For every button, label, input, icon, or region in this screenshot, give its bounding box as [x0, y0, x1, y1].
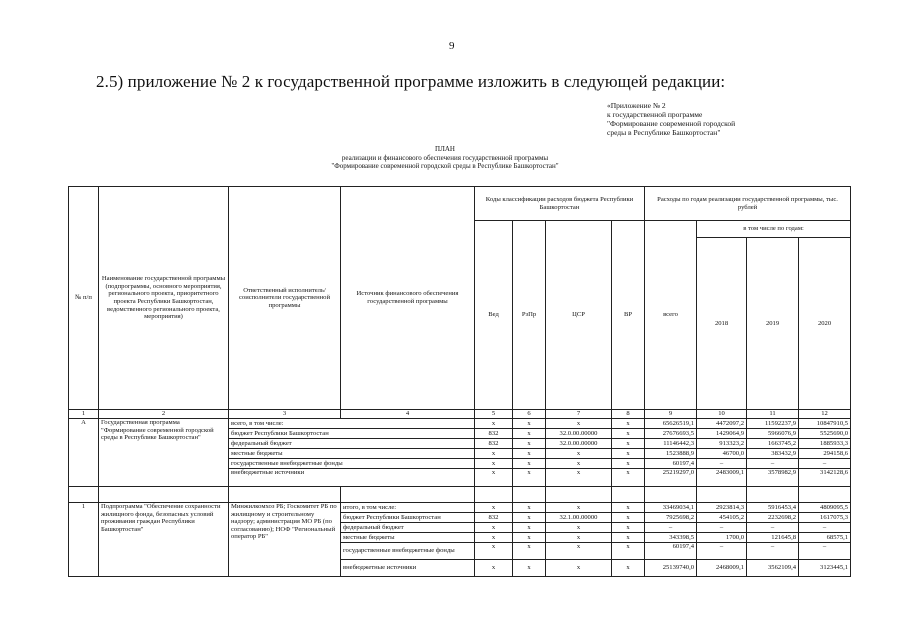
cell-ved: х [475, 560, 513, 577]
appendix-line: "Формирование современной городской [607, 119, 736, 128]
cell-2018: 454105,2 [697, 513, 747, 523]
header-year-2018: 2018 [697, 238, 747, 410]
appendix-line: среды в Республике Башкортостан" [607, 128, 721, 137]
column-number: 5 [475, 410, 513, 419]
cell-total: 65626519,1 [645, 419, 697, 429]
row-num: 1 [69, 503, 99, 577]
cell-csr: х [546, 419, 612, 429]
cell-2018: 2468009,1 [697, 560, 747, 577]
cell-2020: 68575,1 [799, 533, 851, 543]
cell-total: 60197,4 [645, 543, 697, 560]
cell-ved: х [475, 419, 513, 429]
cell-total: 60197,4 [645, 459, 697, 469]
cell-2018: 4472097,2 [697, 419, 747, 429]
plan-subtitle: "Формирование современной городской среды в Республике Башкортостан" [331, 162, 559, 170]
cell-2019: 3578982,9 [747, 469, 799, 487]
cell-csr: х [546, 533, 612, 543]
cell-2018: – [697, 459, 747, 469]
funding-source: местные бюджеты [341, 533, 475, 543]
cell-vr: х [612, 419, 645, 429]
cell-2019: 5966076,9 [747, 429, 799, 439]
cell-ved: х [475, 523, 513, 533]
funding-source: федеральный бюджет [341, 523, 475, 533]
column-number: 11 [747, 410, 799, 419]
cell-csr: х [546, 560, 612, 577]
cell-2020: – [799, 543, 851, 560]
cell-total: 27676693,5 [645, 429, 697, 439]
plan-title: ПЛАН [435, 145, 455, 153]
cell-total: – [645, 523, 697, 533]
cell-ved: 832 [475, 513, 513, 523]
cell-ved: х [475, 503, 513, 513]
table-header-row [69, 187, 851, 221]
header-year-2020: 2020 [799, 238, 851, 410]
funding-source: государственные внебюджетные фонды [341, 543, 475, 560]
cell-total: 7925698,2 [645, 513, 697, 523]
cell-2019: 121645,8 [747, 533, 799, 543]
header-executor: Ответственный исполнитель/ соисполнители государственной программы [229, 187, 341, 410]
cell-ved: х [475, 449, 513, 459]
cell-csr: 32.0.00.00000 [546, 439, 612, 449]
cell-2019: – [747, 543, 799, 560]
cell-2020: – [799, 523, 851, 533]
cell-rzpr: х [513, 543, 546, 560]
cell-vr: х [612, 503, 645, 513]
header-name: Наименование государственной программы (подпрограммы, основного мероприятия, регионального проекта, приоритетного проекта Республики Башкортостан, ведомственного регионального проекта, мероприятия) [99, 187, 229, 410]
cell-rzpr: х [513, 429, 546, 439]
header-expenses: Расходы по годам реализации государственной программы, тыс. рублей [645, 187, 851, 221]
cell-2018: – [697, 523, 747, 533]
table-row [69, 503, 851, 513]
funding-source: бюджет Республики Башкортостан [229, 429, 475, 439]
cell-2019: 5916453,4 [747, 503, 799, 513]
cell-csr: х [546, 503, 612, 513]
column-number: 3 [229, 410, 341, 419]
cell-total: 25139740,0 [645, 560, 697, 577]
cell-2019: 383432,9 [747, 449, 799, 459]
cell-rzpr: х [513, 513, 546, 523]
cell-2018: – [697, 543, 747, 560]
cell-vr: х [612, 449, 645, 459]
funding-source: бюджет Республики Башкортостан [341, 513, 475, 523]
cell-rzpr: х [513, 439, 546, 449]
cell-rzpr: х [513, 469, 546, 487]
responsible-executor: Минжилкомхоз РБ; Госкомитет РБ по жилищному и строительному надзору; администрация МО РБ (по согласованию); НОФ "Региональный оператор РБ" [229, 503, 341, 577]
program-name: Государственная программа "Формирование современной городской среды в Республике Башкортостан" [99, 419, 229, 487]
funding-source: внебюджетные источники [341, 560, 475, 577]
column-number: 6 [513, 410, 546, 419]
cell-2020: 1885933,3 [799, 439, 851, 449]
column-number: 9 [645, 410, 697, 419]
subprogram-name: Подпрограмма "Обеспечение сохранности жилищного фонда, безопасных условий проживания граждан Республики Башкортостан" [99, 503, 229, 577]
header-codes: Коды классификации расходов бюджета Республики Башкортостан [475, 187, 645, 221]
cell-2018: 1700,0 [697, 533, 747, 543]
cell-2020: – [799, 459, 851, 469]
cell-csr: х [546, 469, 612, 487]
cell-vr: х [612, 543, 645, 560]
cell-rzpr: х [513, 503, 546, 513]
header-num: № п/п [69, 187, 99, 410]
row-num: А [69, 419, 99, 487]
header-by-years: в том числе по годам: [697, 221, 851, 238]
plan-subtitle: реализации и финансового обеспечения государственной программы [341, 153, 549, 162]
cell-total: 343398,5 [645, 533, 697, 543]
cell-rzpr: х [513, 560, 546, 577]
column-number: 12 [799, 410, 851, 419]
cell-2018: 913323,2 [697, 439, 747, 449]
cell-2018: 46700,0 [697, 449, 747, 459]
table-row [69, 419, 851, 429]
header-year-2019: 2019 [747, 238, 799, 410]
cell-vr: х [612, 459, 645, 469]
cell-csr: х [546, 459, 612, 469]
column-number: 10 [697, 410, 747, 419]
column-number: 4 [341, 410, 475, 419]
cell-2019: 2232698,2 [747, 513, 799, 523]
cell-2020: 5525690,0 [799, 429, 851, 439]
cell-2018: 1429064,9 [697, 429, 747, 439]
cell-ved: х [475, 543, 513, 560]
cell-csr: х [546, 523, 612, 533]
cell-total: 25219297,0 [645, 469, 697, 487]
cell-total: 1523888,9 [645, 449, 697, 459]
column-number: 7 [546, 410, 612, 419]
section-gap-row [69, 487, 851, 503]
header-ved: Вед [475, 221, 513, 410]
funding-source: местные бюджеты [229, 449, 475, 459]
plan-table [68, 186, 851, 577]
cell-vr: х [612, 560, 645, 577]
page-number: 9 [449, 40, 455, 52]
cell-2018: 2483009,1 [697, 469, 747, 487]
cell-2020: 294158,6 [799, 449, 851, 459]
cell-ved: х [475, 469, 513, 487]
cell-csr: х [546, 449, 612, 459]
funding-source: итого, в том числе: [341, 503, 475, 513]
cell-csr: 32.0.00.00000 [546, 429, 612, 439]
appendix-reference [607, 101, 735, 137]
cell-2019: 1663745,2 [747, 439, 799, 449]
column-number: 2 [99, 410, 229, 419]
appendix-line: к государственной программе [607, 110, 703, 119]
appendix-line: «Приложение № 2 [607, 101, 666, 110]
cell-ved: х [475, 533, 513, 543]
cell-rzpr: х [513, 449, 546, 459]
cell-csr: х [546, 543, 612, 560]
cell-vr: х [612, 523, 645, 533]
cell-rzpr: х [513, 523, 546, 533]
cell-2020: 10847910,5 [799, 419, 851, 429]
cell-vr: х [612, 533, 645, 543]
column-number: 8 [612, 410, 645, 419]
header-vr: ВР [612, 221, 645, 410]
funding-source: федеральный бюджет [229, 439, 475, 449]
cell-2018: 2923814,3 [697, 503, 747, 513]
header-source: Источник финансового обеспечения государственной программы [341, 187, 475, 410]
cell-csr: 32.1.00.00000 [546, 513, 612, 523]
cell-rzpr: х [513, 459, 546, 469]
cell-vr: х [612, 513, 645, 523]
column-number-row [69, 410, 851, 419]
cell-2019: – [747, 459, 799, 469]
amendment-heading: 2.5) приложение № 2 к государственной программе изложить в следующей редакции: [96, 72, 726, 91]
cell-vr: х [612, 469, 645, 487]
funding-source: всего, в том числе: [229, 419, 475, 429]
column-number: 1 [69, 410, 99, 419]
cell-rzpr: х [513, 533, 546, 543]
cell-2019: 11592237,9 [747, 419, 799, 429]
header-total: всего [645, 221, 697, 410]
cell-2019: – [747, 523, 799, 533]
cell-rzpr: х [513, 419, 546, 429]
cell-vr: х [612, 429, 645, 439]
funding-source: внебюджетные источники [229, 469, 475, 487]
cell-2020: 1617075,3 [799, 513, 851, 523]
cell-2020: 3142128,6 [799, 469, 851, 487]
cell-2020: 4809095,5 [799, 503, 851, 513]
cell-ved: 832 [475, 429, 513, 439]
cell-total: 11146442,3 [645, 439, 697, 449]
cell-total: 33469034,1 [645, 503, 697, 513]
funding-source: государственные внебюджетные фонды [229, 459, 475, 469]
plan-title-block [300, 145, 590, 171]
header-rzpr: РзПр [513, 221, 546, 410]
cell-2019: 3562109,4 [747, 560, 799, 577]
cell-ved: 832 [475, 439, 513, 449]
cell-2020: 3123445,1 [799, 560, 851, 577]
header-csr: ЦСР [546, 221, 612, 410]
cell-vr: х [612, 439, 645, 449]
cell-ved: х [475, 459, 513, 469]
